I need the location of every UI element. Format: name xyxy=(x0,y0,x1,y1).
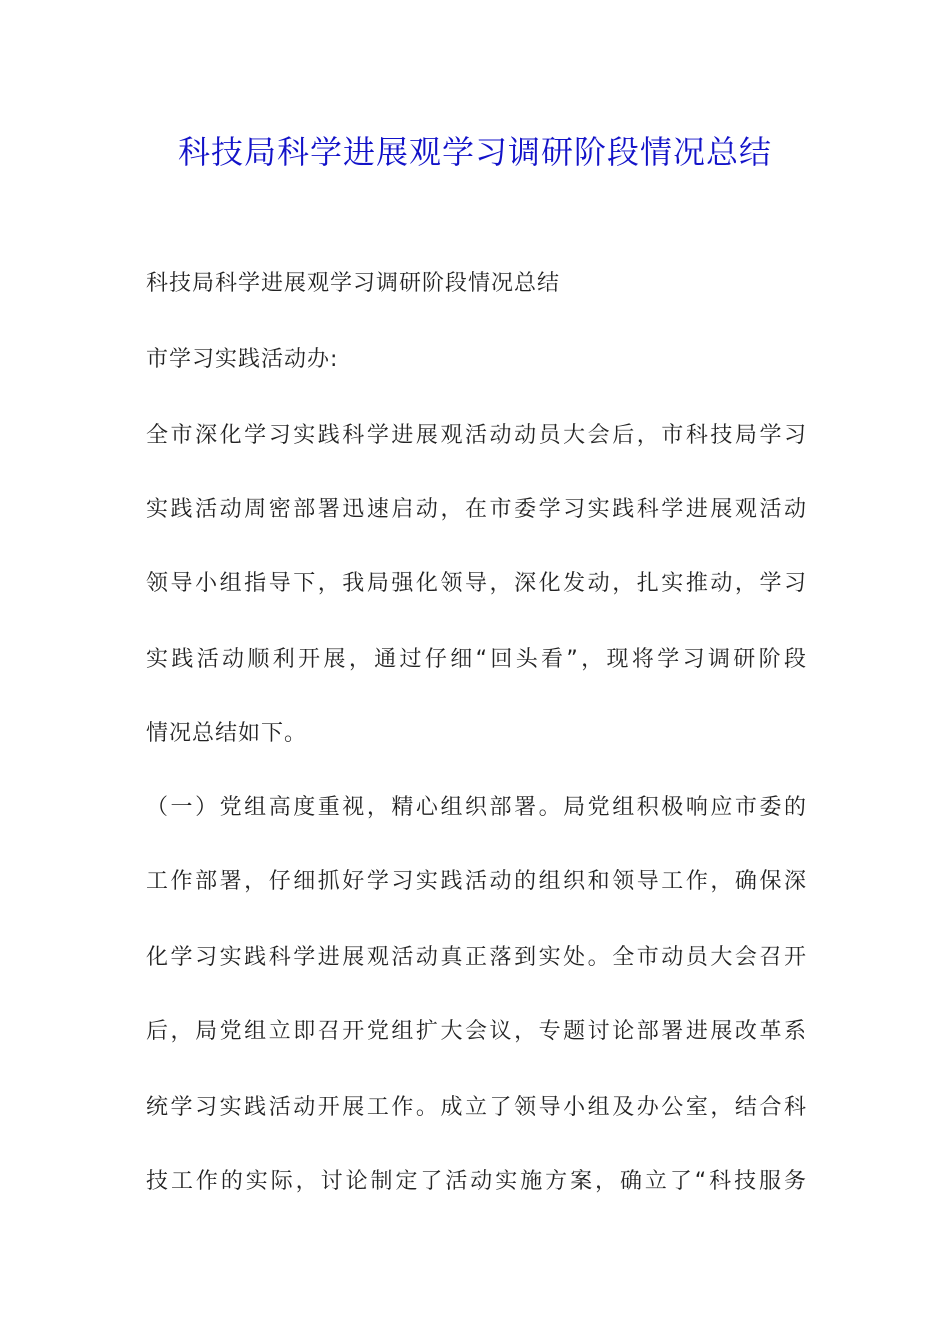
paragraph-line: 情况总结如下。 xyxy=(146,721,308,746)
paragraph-line: 工作部署，仔细抓好学习实践活动的组织和领导工作，确保深 xyxy=(146,869,806,894)
paragraph-line: 化学习实践科学进展观活动真正落到实处。全市动员大会召开 xyxy=(146,945,806,970)
paragraph-line: 实践活动顺利开展，通过仔细“回头看”，现将学习调研阶段 xyxy=(146,647,806,672)
paragraph-line: 统学习实践活动开展工作。成立了领导小组及办公室，结合科 xyxy=(146,1095,806,1120)
document-title: 科技局科学进展观学习调研阶段情况总结 xyxy=(177,133,772,171)
paragraph-line: 领导小组指导下，我局强化领导，深化发动，扎实推动，学习 xyxy=(146,571,806,596)
paragraph-line: 后，局党组立即召开党组扩大会议，专题讨论部署进展改革系 xyxy=(146,1019,806,1044)
paragraph-line: 市学习实践活动办: xyxy=(146,347,339,372)
paragraph-line: 实践活动周密部署迅速启动，在市委学习实践科学进展观活动 xyxy=(146,497,806,522)
paragraph-line: （一）党组高度重视，精心组织部署。局党组积极响应市委的 xyxy=(146,795,806,820)
paragraph-line: 全市深化学习实践科学进展观活动动员大会后，市科技局学习 xyxy=(146,423,806,448)
paragraph-line: 技工作的实际，讨论制定了活动实施方案，确立了“科技服务 xyxy=(146,1169,806,1194)
paragraph-line: 科技局科学进展观学习调研阶段情况总结 xyxy=(146,271,561,296)
